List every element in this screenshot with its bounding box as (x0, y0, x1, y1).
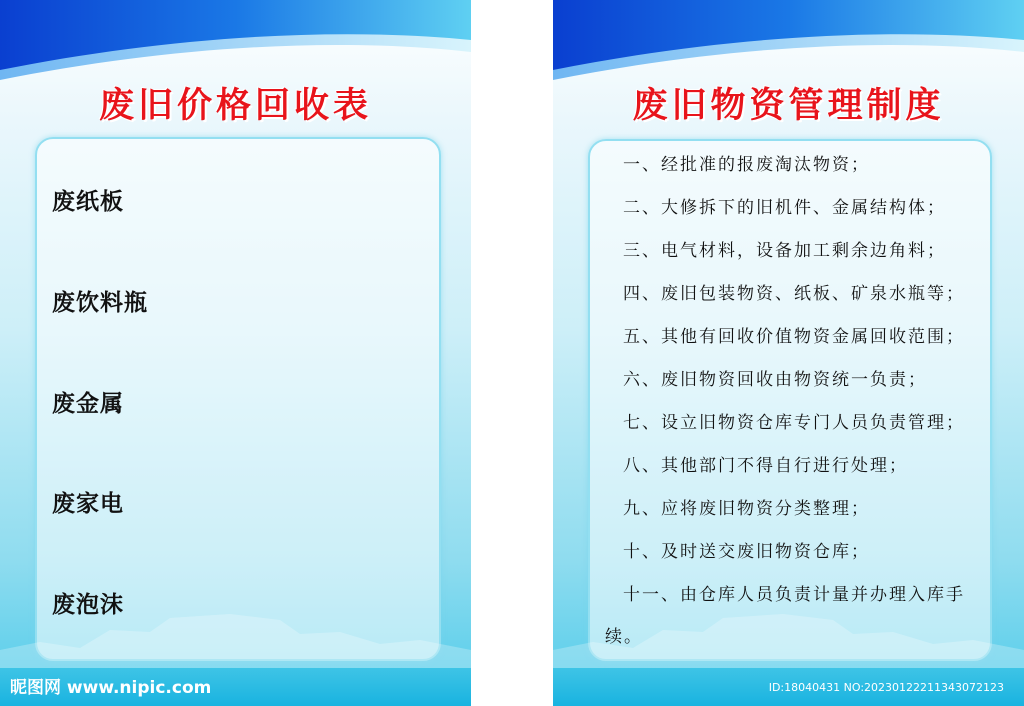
list-item: 废纸板 (52, 189, 124, 215)
rule-item: 十一、由仓库人员负责计量并办理入库手 (623, 585, 965, 605)
rule-item-continuation: 续。 (605, 627, 643, 647)
price-list-poster (0, 0, 471, 706)
page-title: 废旧价格回收表 (98, 86, 372, 126)
rule-item: 九、应将废旧物资分类整理； (623, 499, 870, 519)
image-id-watermark: ID:18040431 NO:20230122211343072123 (768, 681, 1004, 694)
page-title: 废旧物资管理制度 (632, 86, 945, 126)
rule-item: 二、大修拆下的旧机件、金属结构体； (623, 198, 946, 218)
rule-item: 十、及时送交废旧物资仓库； (623, 542, 870, 562)
header-wave (0, 0, 471, 90)
list-item: 废泡沫 (52, 592, 124, 618)
header-wave (553, 0, 1024, 90)
rule-item: 三、电气材料，设备加工剩余边角料； (623, 241, 946, 261)
rule-item: 四、废旧包装物资、纸板、矿泉水瓶等； (623, 284, 965, 304)
list-item: 废金属 (52, 391, 124, 417)
list-item: 废饮料瓶 (52, 290, 148, 316)
management-rules-poster (553, 0, 1024, 706)
rule-item: 一、经批准的报废淘汰物资； (623, 155, 870, 175)
rule-item: 六、废旧物资回收由物资统一负责； (623, 370, 927, 390)
rule-item: 八、其他部门不得自行进行处理； (623, 456, 908, 476)
rule-item: 五、其他有回收价值物资金属回收范围； (623, 327, 965, 347)
site-watermark: 昵图网 www.nipic.com (10, 678, 212, 698)
list-item: 废家电 (52, 491, 124, 517)
rule-item: 七、设立旧物资仓库专门人员负责管理； (623, 413, 965, 433)
